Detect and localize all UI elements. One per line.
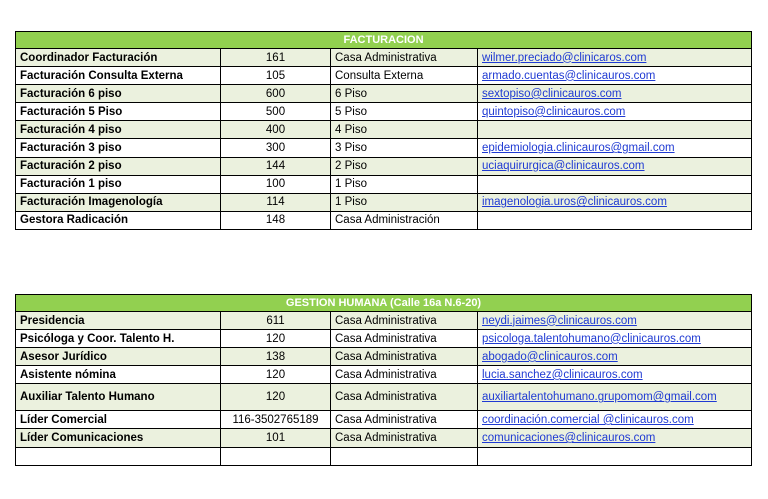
location-cell: Casa Administrativa [331, 348, 478, 366]
email-link [478, 211, 752, 229]
extension-cell: 120 [221, 330, 331, 348]
name-cell: Facturación 3 piso [16, 139, 221, 157]
email-link[interactable]: quintopiso@clinicauros.com [478, 103, 752, 121]
email-link[interactable]: armado.cuentas@clinicauros.com [478, 67, 752, 85]
table-row [16, 193, 752, 211]
location-cell: Consulta Externa [331, 67, 478, 85]
location-cell: Casa Administrativa [331, 366, 478, 384]
table-row [16, 348, 752, 366]
facturacion-table [15, 31, 752, 230]
name-cell: Facturación 2 piso [16, 157, 221, 175]
table-row [16, 411, 752, 429]
email-link[interactable]: epidemiologia.clinicauros@gmail.com [478, 139, 752, 157]
extension-cell: 161 [221, 49, 331, 67]
table-row [16, 211, 752, 229]
extension-cell [221, 447, 331, 465]
extension-cell: 100 [221, 175, 331, 193]
email-link[interactable]: imagenologia.uros@clinicauros.com [478, 193, 752, 211]
location-cell: Casa Administrativa [331, 330, 478, 348]
table-row [16, 121, 752, 139]
extension-cell: 148 [221, 211, 331, 229]
email-link[interactable]: auxiliartalentohumano.grupomom@gmail.com [478, 384, 752, 411]
email-link[interactable]: wilmer.preciado@clinicaros.com [478, 49, 752, 67]
email-link[interactable]: neydi.jaimes@clinicauros.com [478, 312, 752, 330]
location-cell: 2 Piso [331, 157, 478, 175]
extension-cell: 611 [221, 312, 331, 330]
facturacion-title: FACTURACION [16, 32, 752, 49]
table-row [16, 366, 752, 384]
extension-cell: 105 [221, 67, 331, 85]
extension-cell: 120 [221, 366, 331, 384]
location-cell: 4 Piso [331, 121, 478, 139]
extension-cell: 116-3502765189 [221, 411, 331, 429]
location-cell: 3 Piso [331, 139, 478, 157]
name-cell: Gestora Radicación [16, 211, 221, 229]
extension-cell: 101 [221, 429, 331, 447]
email-link [478, 447, 752, 465]
location-cell: Casa Administrativa [331, 429, 478, 447]
location-cell [331, 447, 478, 465]
email-link [478, 121, 752, 139]
name-cell: Asistente nómina [16, 366, 221, 384]
email-link [478, 175, 752, 193]
table-row [16, 175, 752, 193]
email-link[interactable]: sextopiso@clinicauros.com [478, 85, 752, 103]
table-row [16, 312, 752, 330]
table-row [16, 157, 752, 175]
name-cell: Psicóloga y Coor. Talento H. [16, 330, 221, 348]
table-row [16, 429, 752, 447]
extension-cell: 138 [221, 348, 331, 366]
location-cell: 5 Piso [331, 103, 478, 121]
table-row [16, 447, 752, 465]
extension-cell: 600 [221, 85, 331, 103]
extension-cell: 500 [221, 103, 331, 121]
location-cell: Casa Administrativa [331, 312, 478, 330]
location-cell: 6 Piso [331, 85, 478, 103]
extension-cell: 120 [221, 384, 331, 411]
email-link[interactable]: comunicaciones@clinicauros.com [478, 429, 752, 447]
table-row [16, 384, 752, 411]
name-cell [16, 447, 221, 465]
table-row [16, 103, 752, 121]
email-link[interactable]: coordinación.comercial @clinicauros.com [478, 411, 752, 429]
gestion-humana-title: GESTION HUMANA (Calle 16a N.6-20) [16, 295, 752, 312]
extension-cell: 400 [221, 121, 331, 139]
extension-cell: 114 [221, 193, 331, 211]
extension-cell: 300 [221, 139, 331, 157]
name-cell: Facturación 4 piso [16, 121, 221, 139]
name-cell: Líder Comercial [16, 411, 221, 429]
name-cell: Líder Comunicaciones [16, 429, 221, 447]
table-row [16, 49, 752, 67]
email-link[interactable]: uciaquirurgica@clinicauros.com [478, 157, 752, 175]
extension-cell: 144 [221, 157, 331, 175]
table-row [16, 330, 752, 348]
table-row [16, 67, 752, 85]
email-link[interactable]: lucia.sanchez@clinicauros.com [478, 366, 752, 384]
name-cell: Facturación 6 piso [16, 85, 221, 103]
location-cell: Casa Administrativa [331, 384, 478, 411]
name-cell: Presidencia [16, 312, 221, 330]
name-cell: Facturación Imagenología [16, 193, 221, 211]
name-cell: Auxiliar Talento Humano [16, 384, 221, 411]
table-row [16, 85, 752, 103]
name-cell: Coordinador Facturación [16, 49, 221, 67]
name-cell: Facturación 1 piso [16, 175, 221, 193]
email-link[interactable]: abogado@clinicauros.com [478, 348, 752, 366]
email-link[interactable]: psicologa.talentohumano@clinicauros.com [478, 330, 752, 348]
gestion-humana-table [15, 294, 752, 466]
location-cell: Casa Administrativa [331, 49, 478, 67]
name-cell: Facturación Consulta Externa [16, 67, 221, 85]
location-cell: Casa Administrativa [331, 411, 478, 429]
name-cell: Facturación 5 Piso [16, 103, 221, 121]
name-cell: Asesor Jurídico [16, 348, 221, 366]
location-cell: 1 Piso [331, 193, 478, 211]
location-cell: 1 Piso [331, 175, 478, 193]
location-cell: Casa Administración [331, 211, 478, 229]
table-row [16, 139, 752, 157]
